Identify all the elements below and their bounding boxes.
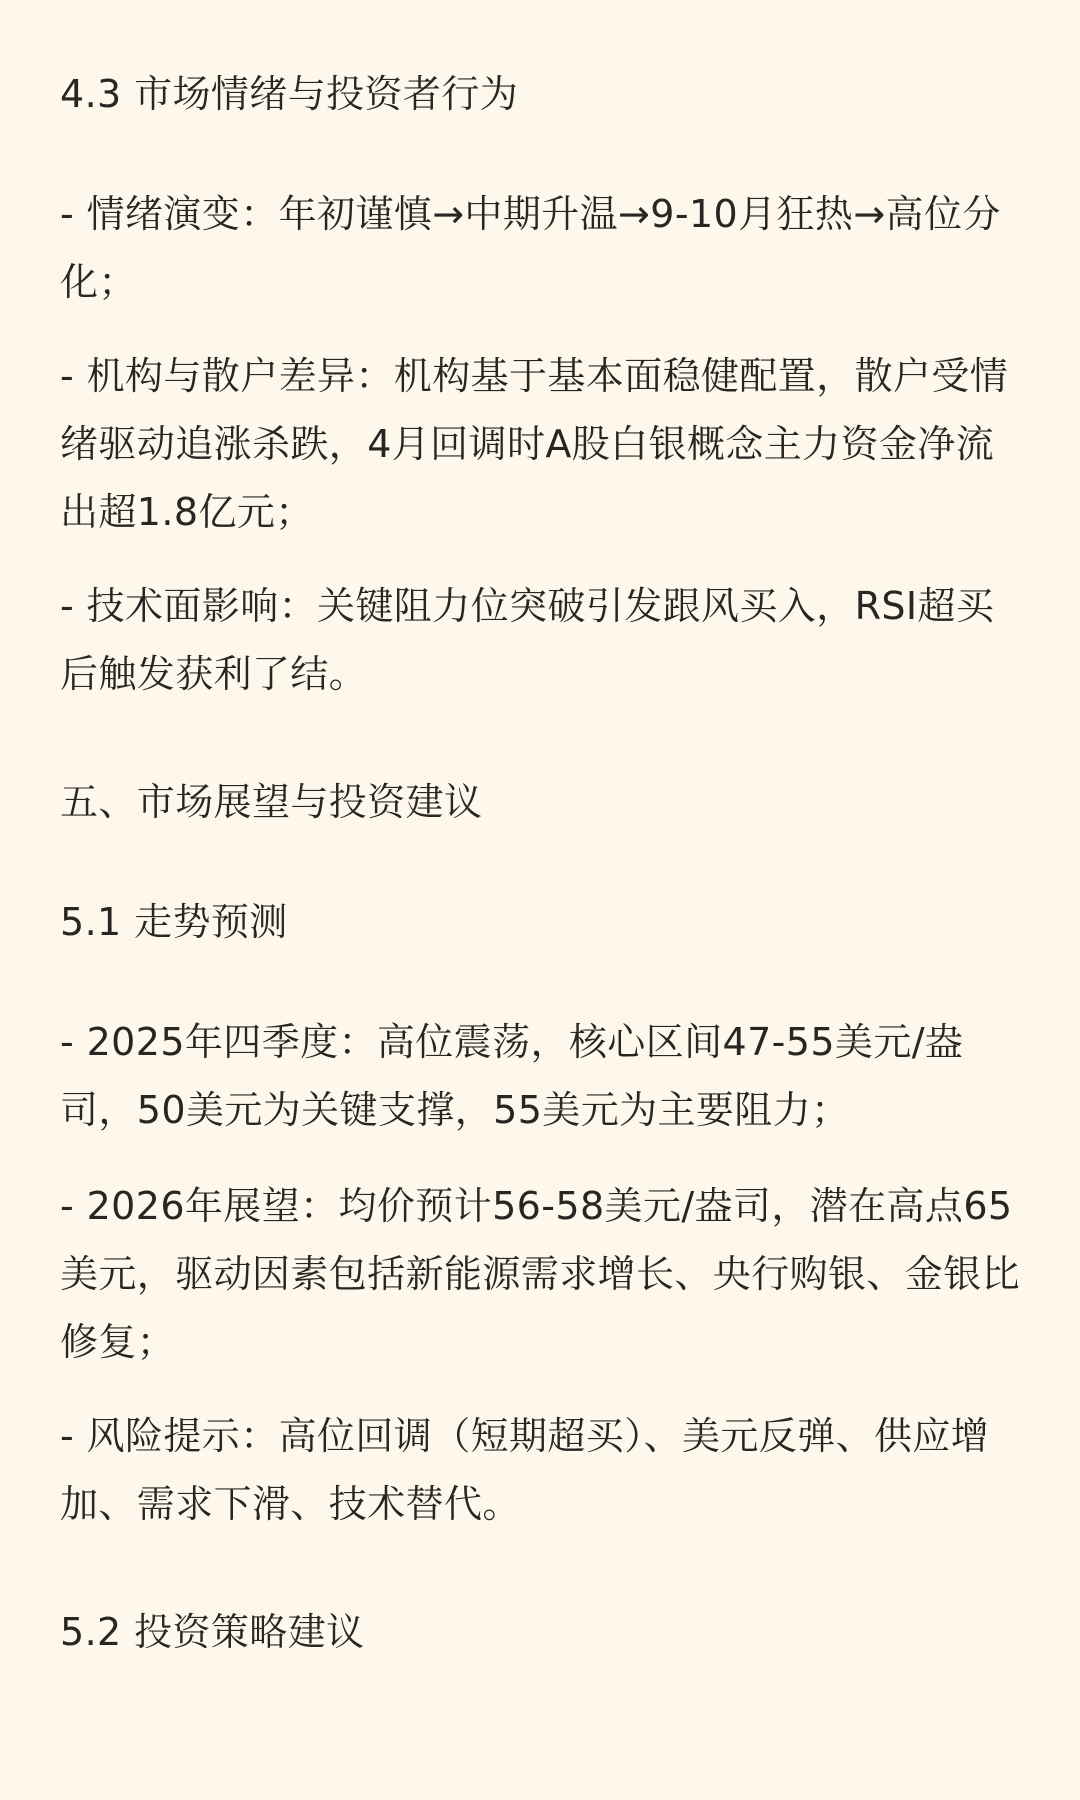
bullet-sentiment-evolution: - 情绪演变：年初谨慎→中期升温→9-10月狂热→高位分化； [60, 192, 1001, 304]
bullet-2026-outlook: - 2026年展望：均价预计56-58美元/盎司，潜在高点65美元，驱动因素包括新能源需求增长、央行购银、金银比修复； [60, 1184, 1021, 1364]
bullet-2025-q4-forecast: - 2025年四季度：高位震荡，核心区间47-55美元/盎司，50美元为关键支撑，55美元为主要阻力； [60, 1020, 964, 1132]
bullet-risk-warning: - 风险提示：高位回调（短期超买）、美元反弹、供应增加、需求下滑、技术替代。 [60, 1414, 990, 1526]
bullet-institution-retail-difference: - 机构与散户差异：机构基于基本面稳健配置，散户受情绪驱动追涨杀跌，4月回调时A股白银概念主力资金净流出超1.8亿元； [60, 354, 1009, 534]
bullet-technical-impact: - 技术面影响：关键阻力位突破引发跟风买入，RSI超买后触发获利了结。 [60, 584, 995, 696]
section-heading-5-1: 5.1 走势预测 [60, 900, 288, 944]
section-heading-4-3: 4.3 市场情绪与投资者行为 [60, 72, 519, 116]
section-heading-5: 五、市场展望与投资建议 [60, 780, 483, 824]
section-heading-5-2: 5.2 投资策略建议 [60, 1610, 365, 1654]
